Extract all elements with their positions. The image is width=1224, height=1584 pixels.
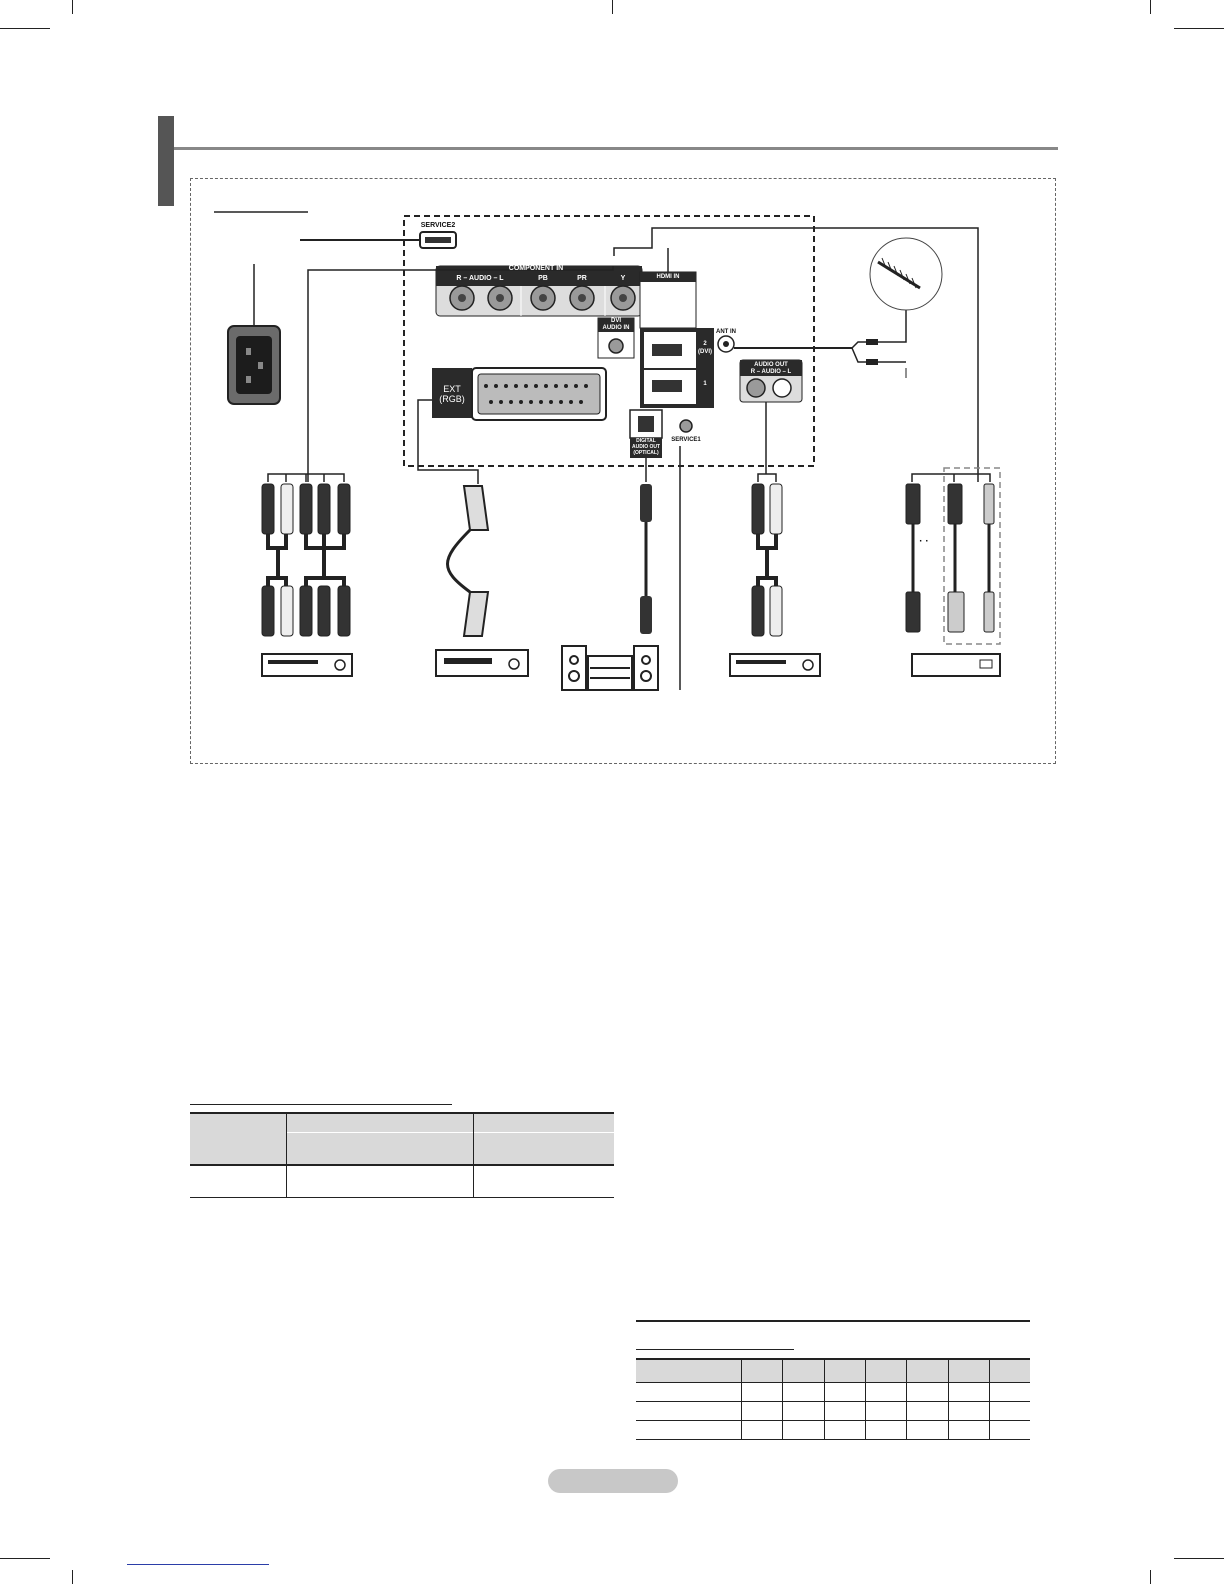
dvi-label: DVI: [610, 318, 621, 324]
page-number-pill: [548, 1469, 678, 1493]
table-right-vline: [865, 1360, 866, 1440]
table-left-header-cell: [287, 1133, 473, 1164]
table-right-vline: [824, 1360, 825, 1440]
optical-cable-icon: [640, 484, 652, 634]
dvd-player-icon: [262, 654, 352, 676]
table-right-vline: [906, 1360, 907, 1440]
table-left-header-cell: [474, 1114, 614, 1132]
scart-cable-icon: [464, 486, 488, 636]
pb-label: PB: [538, 275, 548, 282]
table-right-header-row: [636, 1360, 1030, 1382]
service1-label: SERVICE1: [671, 437, 701, 443]
table-left-rule: [287, 1132, 614, 1133]
table-right-caption-rule: [636, 1349, 794, 1350]
table-right-rule: [636, 1382, 1030, 1383]
rgb-label: (RGB): [439, 394, 465, 404]
audio-out-label: AUDIO OUT: [754, 362, 788, 368]
y-label: Y: [620, 275, 626, 282]
component-in-label: COMPONENT IN: [508, 265, 564, 272]
footer-link-underline: [127, 1564, 269, 1565]
table-right-vline: [782, 1360, 783, 1440]
audio-out-optical-label: AUDIO OUT: [631, 444, 661, 450]
hdmi-1-label: 1: [703, 381, 707, 387]
hdmi-2-label: 2 (DVI): [698, 341, 712, 355]
table-left-rule: [190, 1197, 614, 1198]
pr-label: PR: [577, 275, 587, 282]
component-cable-icon: [268, 474, 344, 482]
vcr-icon: [436, 650, 528, 676]
table-left-vline: [286, 1114, 287, 1198]
table-right-top-rule: [636, 1320, 1030, 1322]
audio-in-label: AUDIO IN: [602, 325, 630, 331]
audio-system-icon: [562, 646, 658, 690]
antenna-icon: [870, 238, 942, 310]
hdmi-in-label: HDMI IN: [656, 274, 680, 280]
table-left-vline: [473, 1114, 474, 1198]
audio-out-rl-label: R – AUDIO – L: [750, 369, 792, 375]
table-left-header-cell: [474, 1133, 614, 1164]
power-socket-icon: [228, 264, 280, 404]
table-right-vline: [741, 1360, 742, 1440]
table-left-header-cell: [190, 1114, 286, 1164]
dvd-player-icon-2: [730, 654, 820, 676]
ellipsis-mark: · ·: [919, 536, 929, 547]
service2-label: SERVICE2: [420, 222, 456, 229]
hdmi-cable-icon: [906, 484, 994, 632]
table-left-header-cell: [287, 1114, 473, 1132]
digital-label: DIGITAL: [636, 438, 656, 444]
ant-in-label: ANT IN: [716, 329, 736, 335]
optical-label: (OPTICAL): [633, 450, 659, 456]
set-top-box-icon: [912, 654, 1000, 676]
component-audio-label: R – AUDIO – L: [456, 275, 504, 282]
table-right-rule: [636, 1401, 1030, 1402]
table-right-vline: [989, 1360, 990, 1440]
ext-label: EXT: [443, 384, 461, 394]
table-left-rule: [190, 1164, 614, 1166]
table-right-vline: [948, 1360, 949, 1440]
table-left-caption-rule: [190, 1104, 452, 1105]
table-right-rule: [636, 1439, 1030, 1440]
table-right-rule: [636, 1420, 1030, 1421]
